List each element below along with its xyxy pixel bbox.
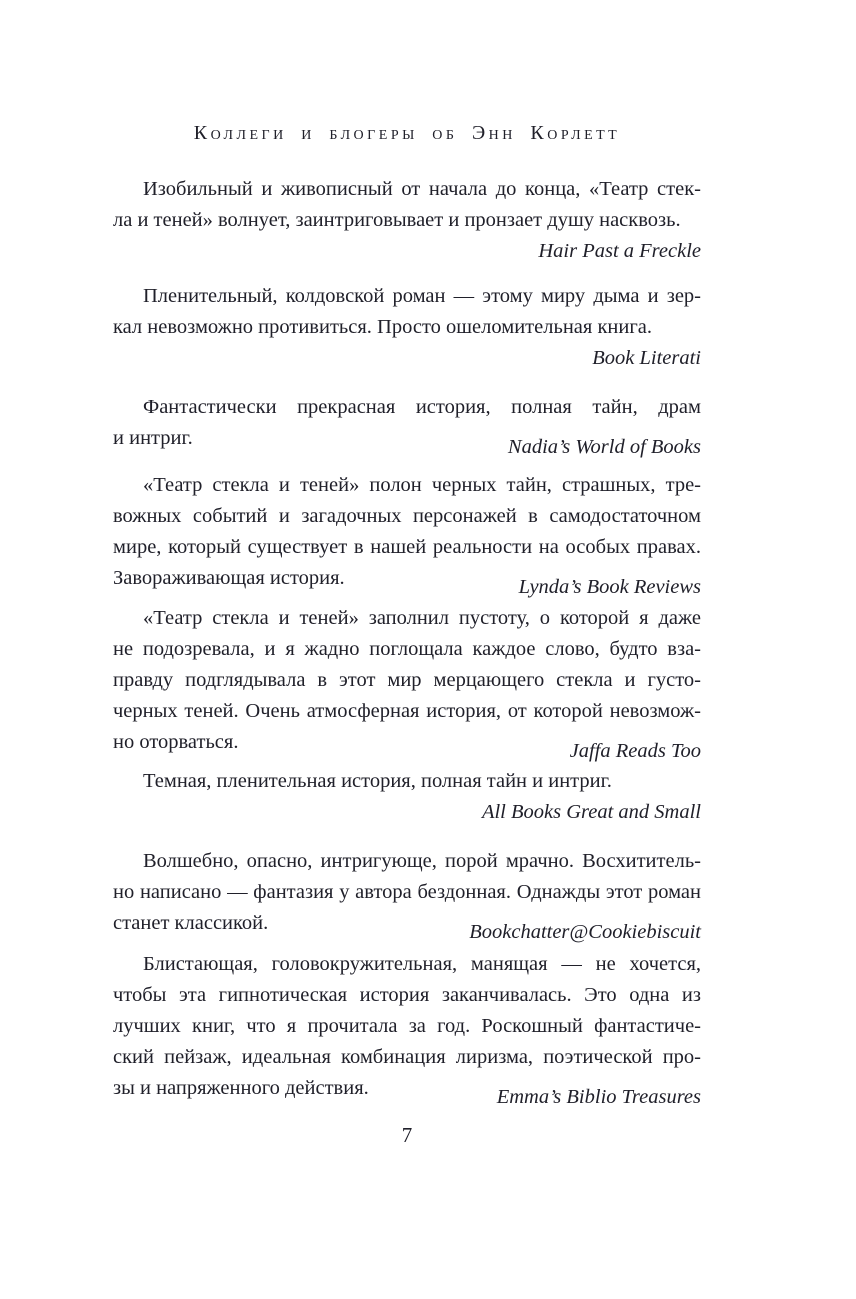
review-quote	[113, 949, 701, 1113]
quote-text-line: правду подглядывала в этот мир мерцающего стекла и густо-	[113, 669, 701, 691]
quote-text-line: мире, который существует в нашей реальности на особых правах.	[113, 536, 701, 558]
review-quote	[113, 470, 701, 603]
quote-text-line: зы и напряженного действия.	[113, 1077, 369, 1099]
quote-text-line: вожных событий и загадочных персонажей в самодостаточном	[113, 505, 701, 527]
text-column	[113, 0, 701, 1299]
quote-text-line: ский пейзаж, идеальная комбинация лиризма, поэтической про-	[113, 1046, 701, 1068]
quote-source: All Books Great and Small	[481, 801, 701, 823]
review-quote	[113, 392, 701, 463]
quote-text-line: «Театр стекла и теней» полон черных тайн, страшных, тре-	[143, 474, 701, 496]
page-number: 7	[401, 1123, 413, 1147]
quote-text-line: лучших книг, что я прочитала за год. Роскошный фантастиче-	[113, 1015, 701, 1037]
quote-text-line: Фантастически прекрасная история, полная тайн, драм	[143, 396, 701, 418]
quote-text-line: Темная, пленительная история, полная тайн и интриг.	[143, 770, 612, 792]
quote-source: Book Literati	[592, 347, 701, 369]
quote-text-line: но написано — фантазия у автора бездонная. Однажды этот роман	[113, 881, 701, 903]
quote-source: Bookchatter@Cookiebiscuit	[469, 921, 701, 943]
quote-text-line: кал невозможно противиться. Просто ошеломительная книга.	[113, 316, 652, 338]
quote-text-line: черных теней. Очень атмосферная история, от которой невозмож-	[113, 700, 701, 722]
quote-text-line: «Театр стекла и теней» заполнил пустоту, о которой я даже	[143, 607, 701, 629]
quote-source: Emma’s Biblio Treasures	[496, 1086, 701, 1108]
review-quote	[113, 174, 701, 267]
quote-text-line: но оторваться.	[113, 731, 239, 753]
quote-text-line: Пленительный, колдовской роман — этому миру дыма и зер-	[143, 285, 701, 307]
quote-text-line: не подозревала, и я жадно поглощала каждое слово, будто вза-	[113, 638, 701, 660]
quote-text-line: Блистающая, головокружительная, манящая — не хочется,	[143, 953, 701, 975]
quote-text-line: Волшебно, опасно, интригующе, порой мрачно. Восхититель-	[143, 850, 701, 872]
review-quote	[113, 603, 701, 767]
quote-source: Hair Past a Freckle	[538, 240, 701, 262]
quote-text-line: станет классикой.	[113, 912, 269, 934]
page-title: Коллеги и блогеры об Энн Корлетт	[193, 122, 621, 144]
quote-text-line: Изобильный и живописный от начала до конца, «Театр стек-	[143, 178, 701, 200]
review-quote	[113, 766, 701, 828]
quote-text-line: Завораживающая история.	[113, 567, 345, 589]
quote-source: Jaffa Reads Too	[569, 740, 701, 762]
review-quote	[113, 281, 701, 374]
quote-source: Lynda’s Book Reviews	[518, 576, 701, 598]
quote-text-line: чтобы эта гипнотическая история заканчивалась. Это одна из	[113, 984, 701, 1006]
quote-source: Nadia’s World of Books	[507, 436, 701, 458]
quote-text-line: и интриг.	[113, 427, 193, 449]
review-quote	[113, 846, 701, 948]
quote-text-line: ла и теней» волнует, заинтриговывает и пронзает душу насквозь.	[113, 209, 681, 231]
